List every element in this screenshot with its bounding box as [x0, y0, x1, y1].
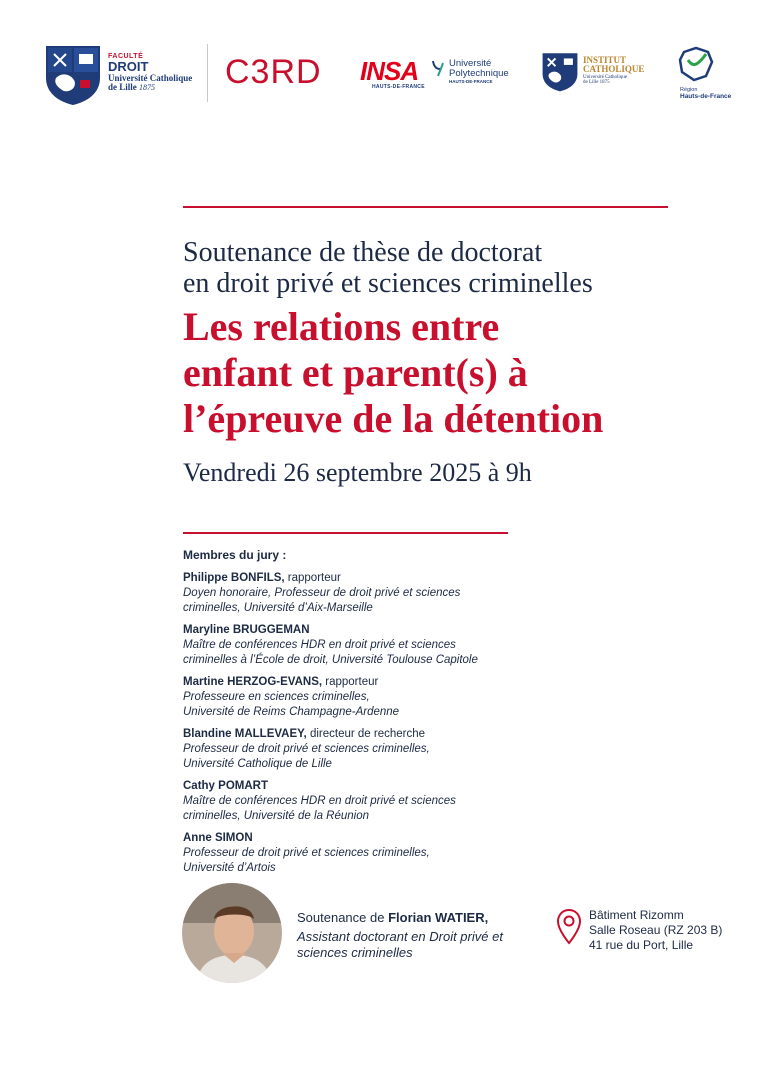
uphf-sub: HAUTS-DE-FRANCE [449, 78, 493, 84]
candidate-photo [182, 883, 282, 983]
candidate-role: Assistant doctorant en Droit privé et sciences criminelles [297, 929, 503, 960]
candidate-prefix: Soutenance de [297, 910, 389, 925]
jury-member-name: Cathy POMART [183, 780, 268, 792]
institut-line2: CATHOLIQUE [583, 64, 645, 75]
faculty-shield-icon [44, 44, 102, 106]
uphf-line2: Polytechnique [449, 68, 509, 80]
jury-member-role: rapporteur [322, 676, 379, 688]
subtitle-line1: Soutenance de thèse de doctorat [183, 237, 543, 268]
title-line3: l’épreuve de la détention [183, 396, 604, 441]
location-pin-icon [556, 908, 582, 946]
faculty-logo-text [108, 53, 192, 93]
jury-member-name: Anne SIMON [183, 832, 253, 844]
jury-member-desc: Professeur de droit privé et sciences criminelles, Université d’Artois [183, 847, 430, 874]
insa-sub: HAUTS-DE-FRANCE [372, 84, 425, 90]
insa-name: INSA [360, 56, 419, 86]
jury-member [183, 831, 583, 876]
uphf-logo [431, 59, 509, 85]
candidate-info [297, 910, 537, 961]
jury-member [183, 675, 583, 720]
institut-logo [541, 52, 579, 97]
header [183, 237, 603, 442]
candidate-portrait-icon [182, 883, 282, 983]
logo-divider [207, 44, 208, 102]
insa-logo [360, 56, 425, 90]
jury-member-role: directeur de recherche [306, 728, 426, 740]
institut-line1: INSTITUT [583, 55, 627, 65]
jury-member-desc: Professeur de droit privé et sciences criminelles, Université Catholique de Lille [183, 743, 430, 770]
jury-member-desc: Maître de conférences HDR en droit privé et sciences criminelles à l’École de droit, Université Toulouse Capitole [183, 639, 478, 666]
title-line1: Les relations entre [183, 304, 500, 349]
jury-member-name: Martine HERZOG-EVANS, [183, 676, 323, 688]
region-line2: Hauts-de-France [680, 93, 732, 101]
jury-member [183, 779, 583, 824]
event-date: Vendredi 26 septembre 2025 à 9h [183, 458, 532, 487]
jury-member-name: Maryline BRUGGEMAN [183, 624, 310, 636]
jury-member-desc: Professeure en sciences criminelles, Université de Reims Champagne-Ardenne [183, 691, 400, 718]
jury-member-desc: Maître de conférences HDR en droit privé et sciences criminelles, Université de la Réunion [183, 795, 456, 822]
jury-section [183, 548, 583, 883]
region-logo [676, 46, 731, 100]
uphf-mark-icon [431, 59, 445, 77]
c3rd-logo: C3RD [225, 53, 322, 91]
institut-sub2: de Lille [583, 79, 599, 85]
location-address: Bâtiment Rizomm Salle Roseau (RZ 203 B) 41 rue du Port, Lille [589, 908, 723, 952]
jury-member-desc: Doyen honoraire, Professeur de droit privé et sciences criminelles, Université d’Aix-Marseille [183, 587, 461, 614]
institut-logo-text [583, 56, 644, 85]
faculty-university-line2: de Lille [108, 82, 137, 93]
title-line2: enfant et parent(s) à [183, 350, 528, 395]
institut-year: 1875 [599, 79, 610, 85]
faculty-name: DROIT [108, 59, 149, 75]
jury-heading: Membres du jury : [183, 548, 287, 562]
region-map-icon [676, 46, 716, 82]
jury-member [183, 571, 583, 616]
faculty-logo [44, 44, 102, 111]
jury-member-name: Blandine MALLEVAEY, [183, 728, 307, 740]
top-rule [183, 206, 668, 208]
jury-member-role: rapporteur [284, 572, 341, 584]
candidate-name: Florian WATIER, [388, 910, 489, 925]
institut-shield-icon [541, 52, 579, 92]
jury-member-name: Philippe BONFILS, [183, 572, 285, 584]
faculty-year: 1875 [139, 83, 155, 93]
faculty-label: FACULTÉ [108, 53, 144, 60]
mid-rule [183, 532, 508, 534]
subtitle-line2: en droit privé et sciences criminelles [183, 268, 593, 299]
region-line1: Région [680, 87, 698, 93]
uphf-line1: Université [449, 58, 492, 69]
institut-sub1: Université Catholique [583, 74, 628, 80]
jury-member [183, 623, 583, 668]
faculty-university-line1: Université Catholique [108, 72, 193, 83]
jury-member [183, 727, 583, 772]
